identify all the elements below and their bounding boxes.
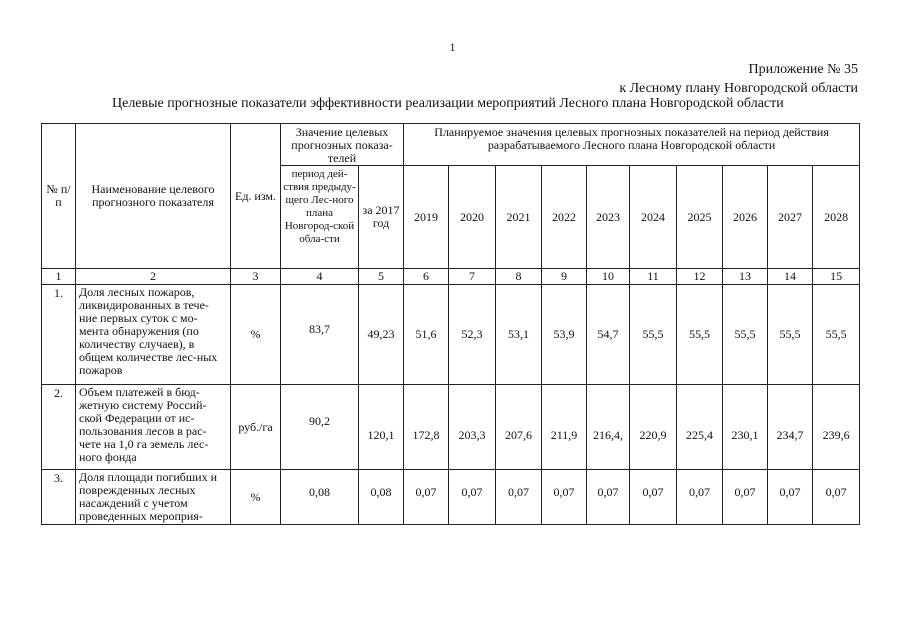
indicator-name: Доля лесных пожаров, ликвидированных в тече-ние первых суток с мо-мента обнаружения (по количеству случаев), в общем количестве лес-ных пожаров [76, 285, 231, 385]
column-number: 8 [496, 269, 542, 285]
indicator-name: Объем платежей в бюд-жетную систему Россий-ской Федерации от ис-пользования лесов в рас-чете на 1,0 га земель лес-ного фонда [76, 385, 231, 470]
planned-value: 220,9 [630, 385, 677, 470]
column-number: 5 [359, 269, 404, 285]
planned-value: 53,9 [542, 285, 587, 385]
appendix-block [619, 60, 858, 98]
appendix-number: Приложение № 35 [748, 62, 858, 77]
value-2017: 49,23 [359, 285, 404, 385]
header-num: № п/п [42, 124, 76, 269]
column-number: 3 [231, 269, 281, 285]
row-number: 3. [42, 470, 76, 525]
planned-value: 216,4, [587, 385, 630, 470]
indicators-table [41, 123, 860, 525]
header-year: 2022 [542, 166, 587, 269]
prev-period-value: 90,2 [281, 385, 359, 470]
row-number: 2. [42, 385, 76, 470]
planned-value: 55,5 [768, 285, 813, 385]
column-number: 1 [42, 269, 76, 285]
value-2017: 0,08 [359, 470, 404, 525]
unit-cell: % [231, 470, 281, 525]
indicator-name: Доля площади погибших и поврежденных лесных насаждений с учетом проведенных мероприя- [76, 470, 231, 525]
column-number: 10 [587, 269, 630, 285]
planned-value: 55,5 [677, 285, 723, 385]
column-number: 6 [404, 269, 449, 285]
planned-value: 0,07 [404, 470, 449, 525]
header-name: Наименование целевого прогнозного показателя [76, 124, 231, 269]
planned-value: 172,8 [404, 385, 449, 470]
planned-value: 0,07 [587, 470, 630, 525]
unit-cell: % [231, 285, 281, 385]
header-year: 2024 [630, 166, 677, 269]
header-2017: за 2017 год [359, 166, 404, 269]
planned-value: 51,6 [404, 285, 449, 385]
header-values-group: Значение целевых прогнозных показа-телей [281, 124, 404, 166]
planned-value: 0,07 [723, 470, 768, 525]
header-unit: Ед. изм. [231, 124, 281, 269]
header-year: 2026 [723, 166, 768, 269]
planned-value: 0,07 [813, 470, 860, 525]
planned-value: 207,6 [496, 385, 542, 470]
header-year: 2027 [768, 166, 813, 269]
header-planned-group: Планируемое значения целевых прогнозных показателей на период действия разрабатываемого Лесного плана Новгородской области [404, 124, 860, 166]
column-number: 13 [723, 269, 768, 285]
column-number: 7 [449, 269, 496, 285]
header-year: 2019 [404, 166, 449, 269]
prev-period-value: 83,7 [281, 285, 359, 385]
column-number: 14 [768, 269, 813, 285]
planned-value: 0,07 [449, 470, 496, 525]
column-number: 2 [76, 269, 231, 285]
header-year: 2021 [496, 166, 542, 269]
planned-value: 225,4 [677, 385, 723, 470]
planned-value: 0,07 [630, 470, 677, 525]
header-year: 2025 [677, 166, 723, 269]
table-row [42, 385, 860, 470]
planned-value: 53,1 [496, 285, 542, 385]
planned-value: 239,6 [813, 385, 860, 470]
document-title: Целевые прогнозные показатели эффективности реализации мероприятий Лесного плана Новгородской области [112, 96, 784, 111]
header-prev-period: период дей-ствия предыду-щего Лес-ного плана Новгород-ской обла-сти [281, 166, 359, 269]
table-row [42, 470, 860, 525]
column-number: 9 [542, 269, 587, 285]
table-row [42, 285, 860, 385]
page-number: 1 [449, 40, 456, 54]
column-number: 11 [630, 269, 677, 285]
unit-cell: руб./га [231, 385, 281, 470]
column-number: 12 [677, 269, 723, 285]
planned-value: 203,3 [449, 385, 496, 470]
planned-value: 0,07 [496, 470, 542, 525]
planned-value: 55,5 [723, 285, 768, 385]
header-year: 2028 [813, 166, 860, 269]
column-number: 15 [813, 269, 860, 285]
planned-value: 0,07 [542, 470, 587, 525]
row-number: 1. [42, 285, 76, 385]
header-year: 2020 [449, 166, 496, 269]
header-year: 2023 [587, 166, 630, 269]
planned-value: 52,3 [449, 285, 496, 385]
appendix-reference: к Лесному плану Новгородской области [619, 81, 858, 96]
planned-value: 234,7 [768, 385, 813, 470]
planned-value: 0,07 [677, 470, 723, 525]
prev-period-value: 0,08 [281, 470, 359, 525]
planned-value: 230,1 [723, 385, 768, 470]
planned-value: 55,5 [630, 285, 677, 385]
planned-value: 211,9 [542, 385, 587, 470]
column-number: 4 [281, 269, 359, 285]
planned-value: 54,7 [587, 285, 630, 385]
planned-value: 55,5 [813, 285, 860, 385]
planned-value: 0,07 [768, 470, 813, 525]
value-2017: 120,1 [359, 385, 404, 470]
